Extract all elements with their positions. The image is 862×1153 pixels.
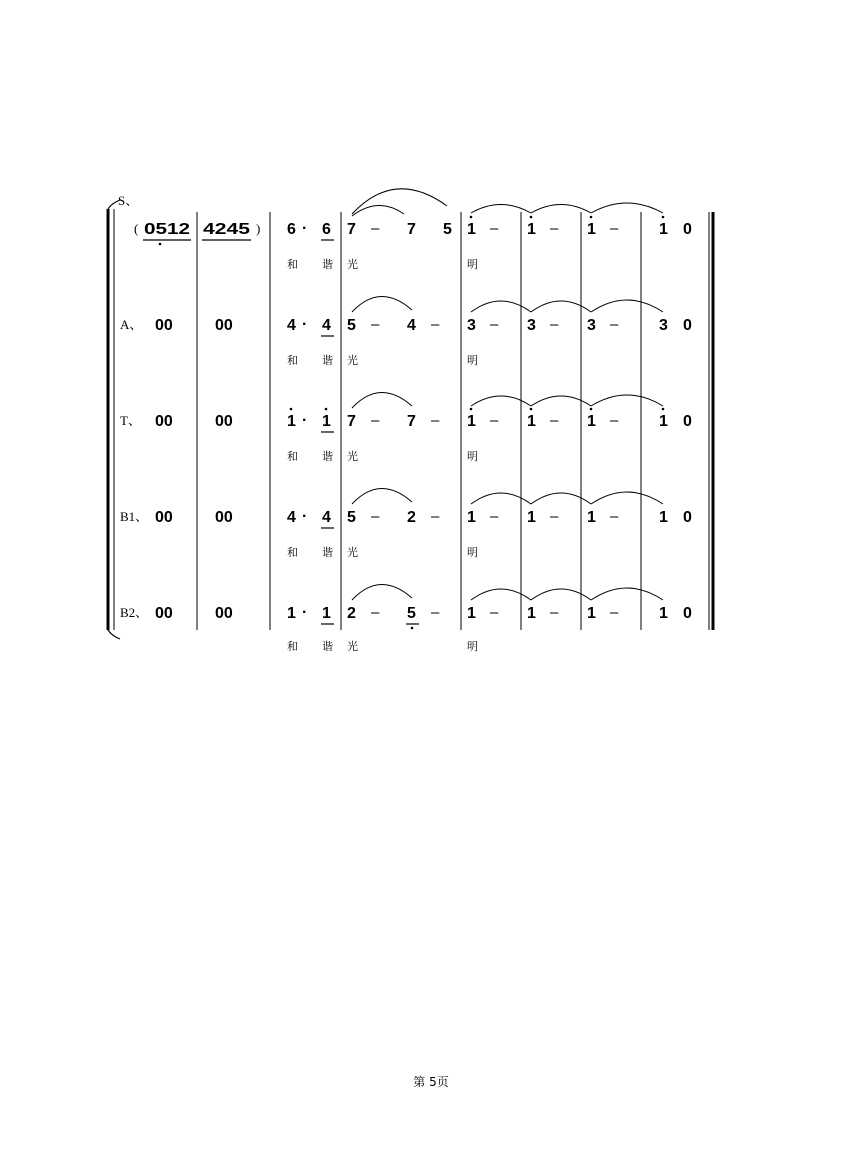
lyric: 谐 (322, 450, 333, 463)
part-tenor (120, 392, 692, 463)
dash: – (550, 508, 559, 525)
note: 1 (467, 605, 476, 622)
dash: – (371, 508, 380, 525)
note: 3 (467, 317, 476, 334)
note: 4 (287, 317, 296, 334)
part-label-s: S、 (118, 193, 139, 208)
lyric: 光 (347, 354, 358, 367)
part-label-t: T、 (120, 413, 141, 428)
note: 0 (683, 317, 692, 334)
note: 1 (659, 605, 668, 622)
augmentation-dot: · (302, 412, 308, 429)
note: 1 (287, 605, 296, 622)
lyric: 光 (347, 640, 358, 653)
part-alto (120, 296, 692, 367)
rest: 00 (215, 317, 233, 334)
lyric: 光 (347, 450, 358, 463)
intro-figure-1: 0512 (144, 221, 191, 238)
note: 2 (347, 605, 356, 622)
rest: 00 (155, 317, 173, 334)
dash: – (610, 508, 619, 525)
lyric: 明 (467, 640, 478, 653)
dash: – (490, 508, 499, 525)
note: 1 (467, 413, 476, 430)
dash: – (371, 412, 380, 429)
intro-figure-2: 4245 (203, 221, 251, 238)
note: 5 (443, 221, 452, 238)
note: 1 (527, 605, 536, 622)
note: 6 (287, 221, 296, 238)
note: 3 (659, 317, 668, 334)
high-octave-dots (290, 408, 665, 411)
system-bracket (108, 200, 120, 639)
part-bass-2 (120, 584, 692, 653)
lyric: 谐 (322, 258, 333, 271)
final-barline (709, 212, 713, 630)
note: 7 (407, 413, 416, 430)
augmentation-dot: · (302, 316, 308, 333)
note: 5 (347, 317, 356, 334)
dash: – (550, 316, 559, 333)
augmentation-dot: · (302, 508, 308, 525)
slurs (352, 392, 663, 408)
rest: 00 (155, 413, 173, 430)
lyric: 明 (467, 258, 478, 271)
lyric: 谐 (322, 354, 333, 367)
low-octave-dot (411, 627, 414, 630)
lyric: 和 (287, 640, 298, 653)
lyric: 谐 (322, 640, 333, 653)
dash: – (431, 604, 440, 621)
dash: – (371, 220, 380, 237)
dash: – (431, 412, 440, 429)
intro-close-paren: ) (256, 221, 261, 236)
intro-open-paren: ( (134, 221, 139, 236)
rest: 00 (215, 413, 233, 430)
rest: 00 (155, 509, 173, 526)
note: 4 (407, 317, 416, 334)
note: 1 (322, 605, 331, 622)
note: 0 (683, 605, 692, 622)
note: 1 (587, 509, 596, 526)
note: 6 (322, 221, 331, 238)
lyric: 明 (467, 450, 478, 463)
note: 0 (683, 221, 692, 238)
note: 3 (527, 317, 536, 334)
dash: – (610, 316, 619, 333)
lyric: 明 (467, 546, 478, 559)
note: 3 (587, 317, 596, 334)
note: 1 (467, 221, 476, 238)
note: 0 (683, 509, 692, 526)
augmentation-dot: · (302, 604, 308, 621)
dash: – (610, 412, 619, 429)
rest: 00 (155, 605, 173, 622)
dash: – (490, 220, 499, 237)
lyric: 明 (467, 354, 478, 367)
note: 1 (287, 413, 296, 430)
note: 2 (407, 509, 416, 526)
note: 1 (659, 221, 668, 238)
lyric: 和 (287, 546, 298, 559)
dash: – (550, 604, 559, 621)
dash: – (490, 316, 499, 333)
barlines (197, 212, 641, 630)
slurs (352, 488, 663, 504)
note: 1 (322, 413, 331, 430)
note: 4 (322, 317, 331, 334)
dash: – (431, 508, 440, 525)
slurs (352, 296, 663, 312)
note: 1 (659, 413, 668, 430)
note: 7 (347, 413, 356, 430)
dash: – (371, 316, 380, 333)
augmentation-dot: · (302, 220, 308, 237)
note: 7 (347, 221, 356, 238)
lyric: 光 (347, 258, 358, 271)
low-octave-dot (159, 243, 162, 246)
note: 1 (467, 509, 476, 526)
note: 5 (407, 605, 416, 622)
note: 1 (587, 221, 596, 238)
note: 1 (527, 221, 536, 238)
note: 1 (527, 509, 536, 526)
rest: 00 (215, 509, 233, 526)
lyric: 和 (287, 450, 298, 463)
dash: – (610, 604, 619, 621)
dash: – (490, 604, 499, 621)
note: 0 (683, 413, 692, 430)
lyric: 和 (287, 354, 298, 367)
dash: – (550, 412, 559, 429)
lyric: 谐 (322, 546, 333, 559)
note: 5 (347, 509, 356, 526)
dash: – (550, 220, 559, 237)
note: 1 (527, 413, 536, 430)
part-label-b2: B2、 (120, 605, 149, 620)
note: 1 (587, 605, 596, 622)
dash: – (431, 316, 440, 333)
dash: – (610, 220, 619, 237)
rest: 00 (215, 605, 233, 622)
lyric: 光 (347, 546, 358, 559)
part-label-b1: B1、 (120, 509, 149, 524)
note: 4 (287, 509, 296, 526)
page-number: 第 5页 (413, 1075, 449, 1089)
dash: – (490, 412, 499, 429)
note: 1 (587, 413, 596, 430)
slurs (352, 584, 663, 600)
part-bass-1 (120, 488, 692, 559)
slurs (352, 189, 663, 216)
part-label-a: A、 (120, 317, 143, 332)
high-octave-dots (470, 216, 665, 219)
dash: – (371, 604, 380, 621)
lyric: 和 (287, 258, 298, 271)
note: 4 (322, 509, 331, 526)
part-soprano (118, 189, 692, 271)
note: 7 (407, 221, 416, 238)
note: 1 (659, 509, 668, 526)
